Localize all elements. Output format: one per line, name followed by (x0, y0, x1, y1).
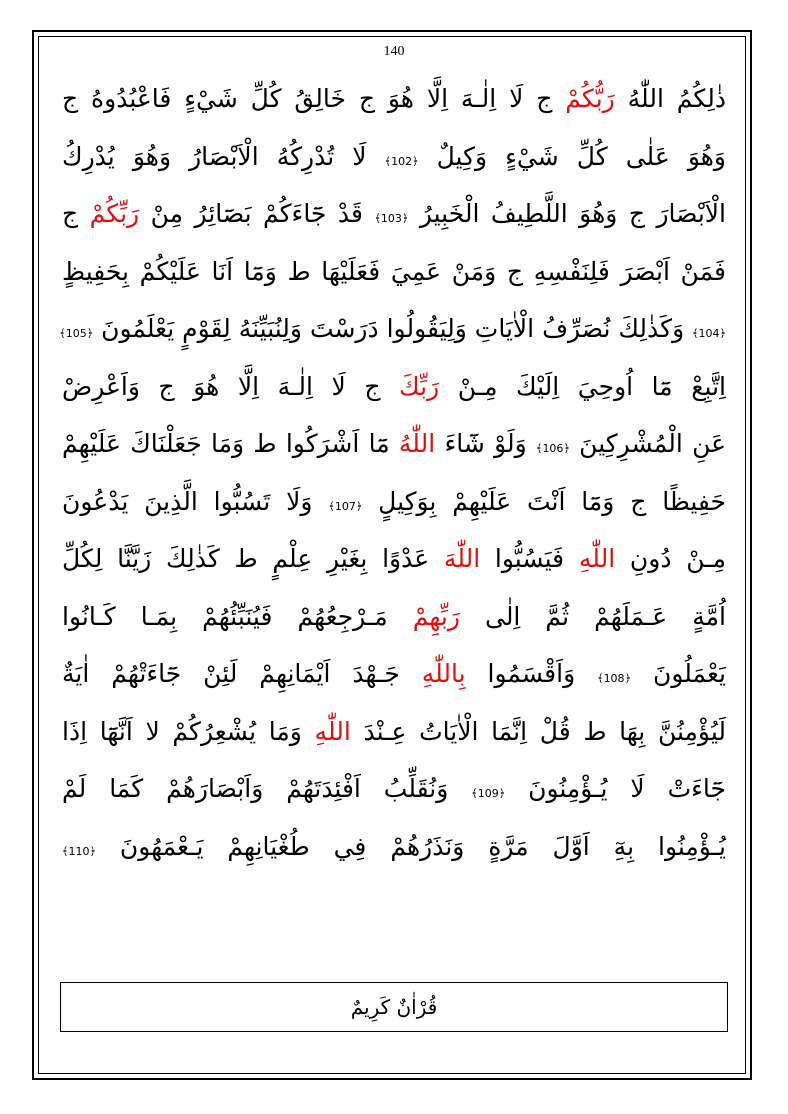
highlighted-word: رَبِّكَ (399, 371, 440, 401)
text-line (62, 530, 726, 588)
text-segment: لَيُؤْمِنُنَّ بِهَا ط قُلْ اِنَّمَا الْاٰيَاتُ عِـنْدَ (350, 716, 727, 746)
ayah-number: ﴿107﴾ (328, 499, 363, 513)
page-number: 140 (383, 44, 405, 59)
text-line (62, 70, 726, 128)
text-line (59, 300, 726, 358)
text-line (62, 588, 726, 646)
ayah-number: ﴿105﴾ (59, 327, 94, 340)
text-segment: يَعْمَلُونَ (631, 659, 726, 688)
text-segment: اِتَّبِعْ مَٓا اُوحِيَ اِلَيْكَ مِـنْ (439, 371, 726, 401)
text-segment: يُـؤْمِنُوا بِهِٓ اَوَّلَ مَرَّةٍ وَنَذَرُهُمْ فِي طُغْيَانِهِمْ يَـعْمَهُونَ (95, 831, 726, 861)
quran-text-block (59, 70, 727, 875)
text-segment: وَنُقَلِّبُ اَفْئِدَتَهُمْ وَاَبْصَارَهُمْ كَمَا لَمْ (62, 774, 472, 803)
text-line (62, 473, 726, 531)
ayah-number: ﴿108﴾ (597, 672, 632, 685)
text-segment: فَيَسُبُّوا (480, 544, 579, 573)
ayah-number: ﴿102﴾ (384, 154, 419, 168)
text-segment: مِـنْ دُونِ (615, 544, 726, 573)
highlighted-word: اللّٰهِ (314, 716, 351, 746)
text-segment: عَنِ الْمُشْرِكِينَ (569, 429, 727, 458)
text-segment: حَفِيظًا ج وَمَٓا اَنْتَ عَلَيْهِمْ بِوَكِيلٍ (362, 486, 727, 516)
ayah-number: ﴿104﴾ (692, 327, 726, 340)
text-segment: قَدْ جَٓاءَكُمْ بَصَٓائِرُ مِنْ (139, 199, 375, 228)
highlighted-word: اللّٰهَ (443, 544, 481, 573)
text-segment: لَا تُدْرِكُهُ الْاَبْصَارُ وَهُوَ يُدْرِكُ (62, 141, 385, 171)
highlighted-word: اللّٰهِ (578, 544, 616, 573)
text-line (62, 645, 726, 703)
text-segment: وَلَا تَسُبُّوا الَّذِينَ يَدْعُونَ (62, 486, 329, 516)
text-segment: ج (62, 199, 90, 228)
text-segment: الْاَبْصَارَ ج وَهُوَ اللَّطِيفُ الْخَبِيرُ (408, 199, 726, 228)
text-line (62, 243, 726, 301)
text-line (62, 818, 726, 876)
text-line (62, 415, 726, 473)
text-segment: مَٓا اَشْرَكُوا ط وَمَا جَعَلْنَاكَ عَلَيْهِمْ (62, 429, 399, 458)
text-line (62, 760, 726, 818)
footer-title: قُرْاٰنٌ كَرِيمٌ (350, 995, 438, 1019)
text-segment: جَٓاءَتْ لَا يُـؤْمِنُونَ (505, 774, 726, 803)
text-segment: وَاَقْسَمُوا (465, 659, 598, 688)
ayah-number: ﴿106﴾ (535, 442, 570, 455)
text-segment: وَمَا يُشْعِرُكُمْ لا اَنَّهَٓا اِذَا (62, 716, 315, 746)
text-segment: وَكَذٰلِكَ نُصَرِّفُ الْاٰيَاتِ وَلِيَقُولُوا دَرَسْتَ وَلِنُبَيِّنَهُ لِقَوْمٍ يَعْلَمُونَ (93, 314, 693, 343)
text-segment: مَـرْجِعُهُمْ فَيُنَبِّئُهُمْ بِمَـا كَـانُوا (62, 601, 413, 631)
ayah-number: ﴿109﴾ (471, 787, 506, 800)
ayah-number: ﴿103﴾ (374, 212, 409, 225)
text-segment: عَدْوًا بِغَيْرِ عِلْمٍ ط كَذٰلِكَ زَيَّنَّا لِكُلِّ (62, 544, 444, 573)
text-segment: جَـهْدَ اَيْمَانِهِمْ لَئِنْ جَٓاءَتْهُمْ اٰيَةٌ (62, 659, 422, 688)
text-line (62, 358, 726, 416)
text-segment: ج لَا اِلٰـهَ اِلَّا هُوَ ج وَاَعْرِضْ (62, 371, 400, 401)
text-line (62, 185, 726, 243)
footer-box (60, 982, 728, 1032)
highlighted-word: اللّٰهُ (398, 429, 436, 458)
text-line (62, 703, 726, 761)
text-segment: وَلَوْ شَٓاءَ (435, 429, 536, 458)
text-segment: ج لَا اِلٰـهَ اِلَّا هُوَ ج خَالِقُ كُلِّ شَيْءٍ فَاعْبُدُوهُ ج (62, 84, 566, 113)
highlighted-word: بِاللّٰهِ (421, 659, 466, 688)
text-line (62, 128, 726, 186)
highlighted-word: رَبُّكُمْ (565, 84, 615, 113)
ayah-number: ﴿110﴾ (62, 844, 96, 858)
highlighted-word: رَبِّكُمْ (89, 199, 140, 228)
text-segment: اُمَّةٍ عَـمَلَهُمْ ثُمَّ اِلٰى (459, 601, 727, 631)
text-segment: فَمَنْ اَبْصَرَ فَلِنَفْسِهِ ج وَمَنْ عَمِيَ فَعَلَيْهَا ط وَمَٓا اَنَا عَلَيْكُمْ بِحَفِيظٍ (62, 256, 726, 286)
text-segment: وَهُوَ عَلٰى كُلِّ شَيْءٍ وَكِيلٌ (418, 141, 726, 171)
highlighted-word: رَبِّهِمْ (412, 601, 460, 631)
text-segment: ذٰلِكُمُ اللّٰهُ (614, 84, 726, 113)
